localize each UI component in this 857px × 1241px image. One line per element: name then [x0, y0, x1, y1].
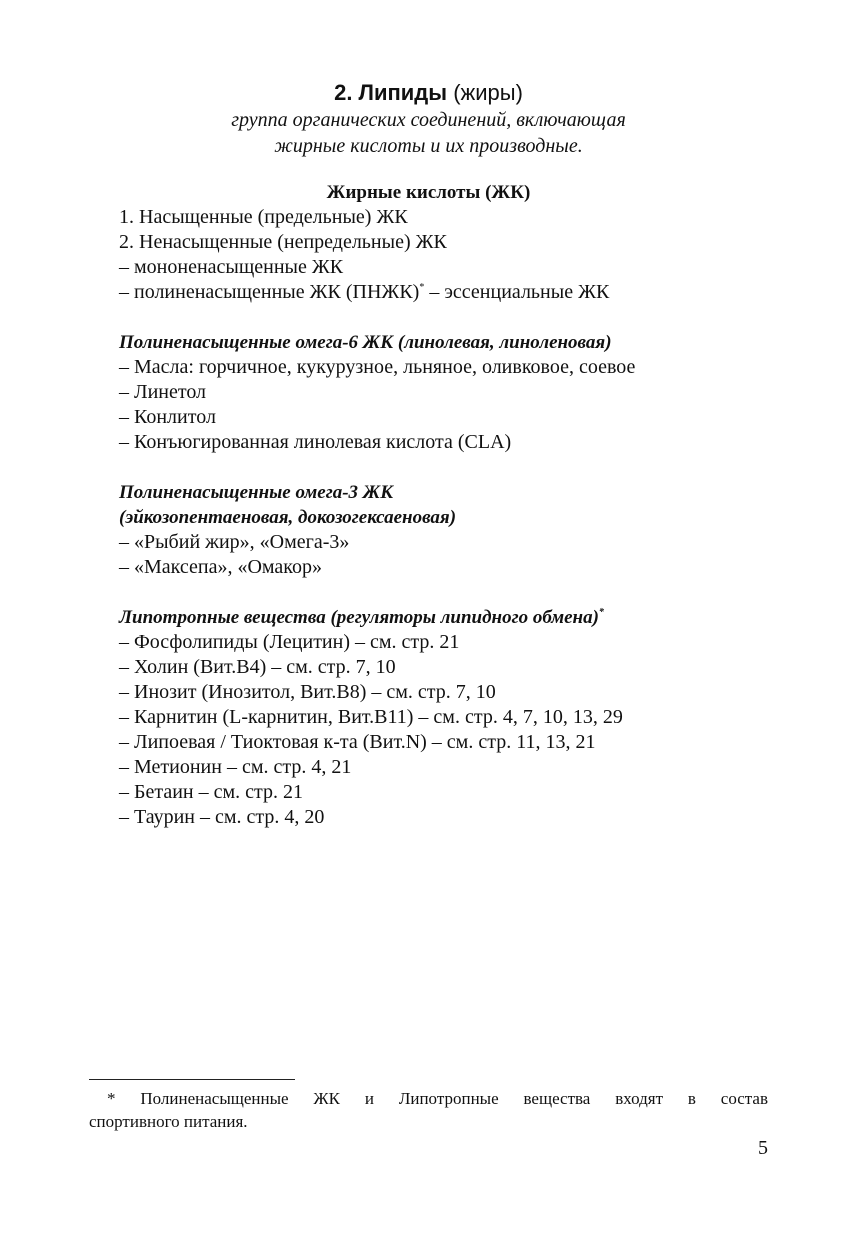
spacer [119, 580, 759, 605]
subtitle-line: группа органических соединений, включающая [231, 109, 626, 131]
pufa-text-end: – эссенциальные ЖК [424, 281, 610, 303]
footnote-mark: * [598, 607, 604, 618]
title-paren: (жиры) [453, 80, 523, 105]
list-item: 1. Насыщенные (предельные) ЖК [119, 206, 408, 228]
list-item: – мононенасыщенные ЖК [119, 256, 344, 278]
lipotropic-heading-text: Липотропные вещества (регуляторы липидного обмена) [119, 607, 599, 628]
list-item: – Липоевая / Тиоктовая к-та (Вит.N) – см. стр. 11, 13, 21 [119, 731, 596, 753]
page-subtitle [0, 107, 857, 159]
spacer [119, 455, 759, 480]
page-title [0, 80, 857, 106]
list-item: – Линетол [119, 381, 207, 403]
section-heading-omega6: Полиненасыщенные омега-6 ЖК (линолевая, линоленовая) [119, 332, 612, 353]
list-item: – Карнитин (L-карнитин, Вит.В11) – см. стр. 4, 7, 10, 13, 29 [119, 706, 623, 728]
list-item: – Масла: горчичное, кукурузное, льняное, оливковое, соевое [119, 356, 636, 378]
section-heading-fatty-acids: Жирные кислоты (ЖК) [326, 182, 531, 203]
list-item-pufa [119, 280, 759, 305]
footnote-mark: * [419, 282, 425, 293]
page-number: 5 [758, 1137, 768, 1159]
main-content [119, 180, 759, 830]
list-item: – Конлитол [119, 406, 216, 428]
footnote-line: * Полиненасыщенные ЖК и Липотропные вещества входят в состав [107, 1089, 768, 1108]
list-item: – Метионин – см. стр. 4, 21 [119, 756, 352, 778]
section-heading-omega3: Полиненасыщенные омега-3 ЖК [119, 482, 394, 503]
list-item: – Бетаин – см. стр. 21 [119, 781, 304, 803]
footnote [89, 1087, 768, 1133]
list-item: – Инозит (Инозитол, Вит.В8) – см. стр. 7, 10 [119, 681, 496, 703]
footnote-divider [89, 1079, 295, 1080]
section-heading-lipotropic [119, 605, 759, 630]
list-item: – Холин (Вит.В4) – см. стр. 7, 10 [119, 656, 396, 678]
list-item: – Таурин – см. стр. 4, 20 [119, 806, 325, 828]
section-heading-omega3-sub: (эйкозопентаеновая, докозогексаеновая) [119, 507, 457, 528]
subtitle-line: жирные кислоты и их производные. [274, 135, 583, 157]
spacer [119, 305, 759, 330]
list-item: – Конъюгированная линолевая кислота (CLA) [119, 431, 512, 453]
list-item: – Фосфолипиды (Лецитин) – см. стр. 21 [119, 631, 460, 653]
footnote-line: спортивного питания. [89, 1112, 248, 1131]
list-item: 2. Ненасыщенные (непредельные) ЖК [119, 231, 447, 253]
title-number-name: 2. Липиды [334, 80, 448, 105]
pufa-text: – полиненасыщенные ЖК (ПНЖК) [119, 281, 420, 303]
list-item: – «Максепа», «Омакор» [119, 556, 322, 578]
list-item: – «Рыбий жир», «Омега-3» [119, 531, 350, 553]
